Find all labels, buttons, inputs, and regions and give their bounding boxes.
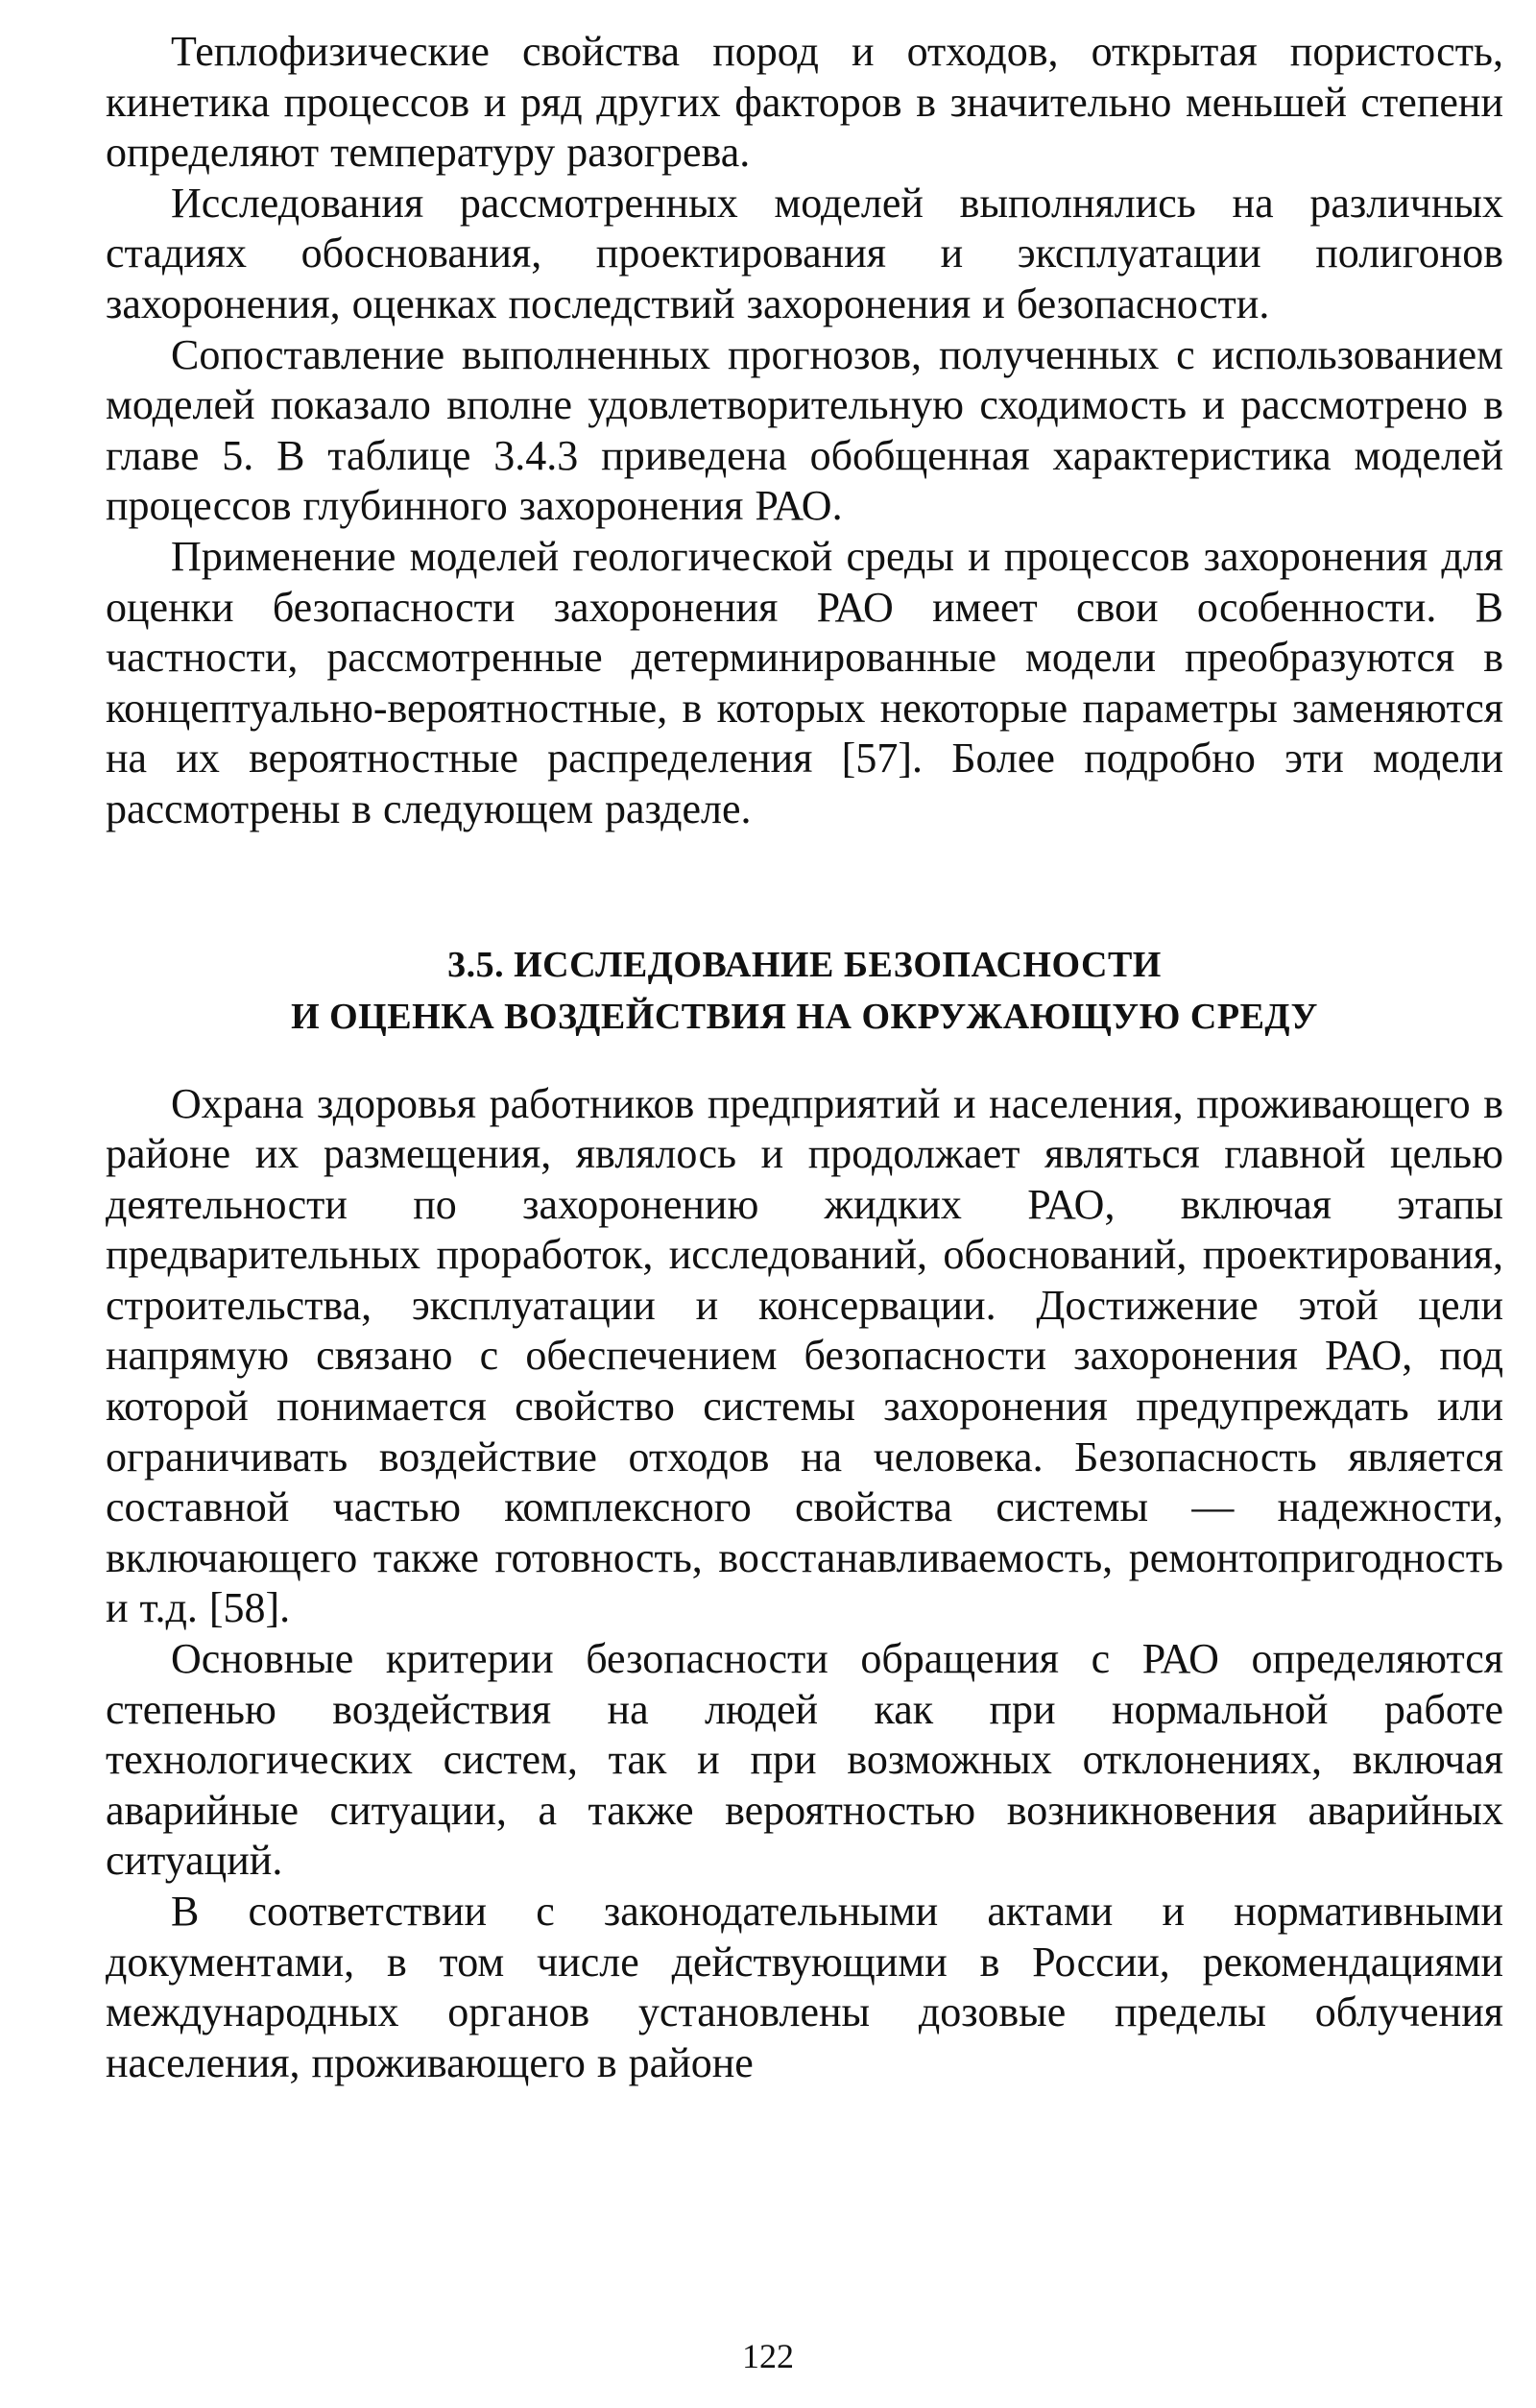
paragraph-thermophysical: Теплофизические свойства пород и отходов, открытая пористость, кинетика процессов и ряд других факторов в значительно меньшей степени определяют температуру разогрева. (106, 28, 1503, 177)
text-column (106, 27, 1503, 2088)
paragraph-safety-criteria: Основные критерии безопасности обращения с РАО определяются степенью воздействия на людей как при нормальной работе технологических систем, так и при возможных отклонениях, включая аварийные ситуации, а также вероятностью возникновения аварийных ситуаций. (106, 1635, 1503, 1885)
section-heading-line-1: 3.5. ИССЛЕДОВАНИЕ БЕЗОПАСНОСТИ (447, 944, 1162, 985)
paragraph-legislation: В соответствии с законодательными актами и нормативными документами, в том числе действующими в России, рекомендациями международных органов установлены дозовые пределы облучения населения, проживающего в районе (106, 1888, 1503, 2086)
section-heading-line-2: И ОЦЕНКА ВОЗДЕЙСТВИЯ НА ОКРУЖАЮЩУЮ СРЕДУ (291, 996, 1318, 1037)
page-number: 122 (742, 2337, 794, 2375)
spacer (106, 835, 1503, 939)
paragraph-forecast-comparison: Сопоставление выполненных прогнозов, полученных с использованием моделей показало вполне удовлетворительную сходимость и рассмотрено в главе 5. В таблице 3.4.3 приведена обобщенная характеристика моделей процессов глубинного захоронения РАО. (106, 330, 1503, 530)
paragraph-health-protection: Охрана здоровья работников предприятий и населения, проживающего в районе их размещения, являлось и продолжает являться главной целью деятельности по захоронению жидких РАО, включая этапы предварительных проработок, исследований, обоснований, проектирования, строительства, эксплуатации и консервации. Достижение этой цели напрямую связано с обеспечением безопасности захоронения РАО, под которой понимается свойство системы захоронения предупреждать или ограничивать воздействие отходов на человека. Безопасность является составной частью комплексного свойства системы — надежности, включающего также готовность, восстанавливаемость, ремонтопригодность и т.д. [58]. (106, 1079, 1503, 1632)
section-heading (106, 939, 1503, 1043)
spacer (106, 1043, 1503, 1079)
paragraph-model-studies: Исследования рассмотренных моделей выполнялись на различных стадиях обоснования, проектирования и эксплуатации полигонов захоронения, оценках последствий захоронения и безопасности. (106, 179, 1503, 327)
paragraph-model-application: Применение моделей геологической среды и процессов захоронения для оценки безопасности захоронения РАО имеет свои особенности. В частности, рассмотренные детерминированные модели преобразуются в концептуально-вероятностные, в которых некоторые параметры заменяются на их вероятностные распределения [57]. Более подробно эти модели рассмотрены в следующем разделе. (106, 532, 1503, 832)
